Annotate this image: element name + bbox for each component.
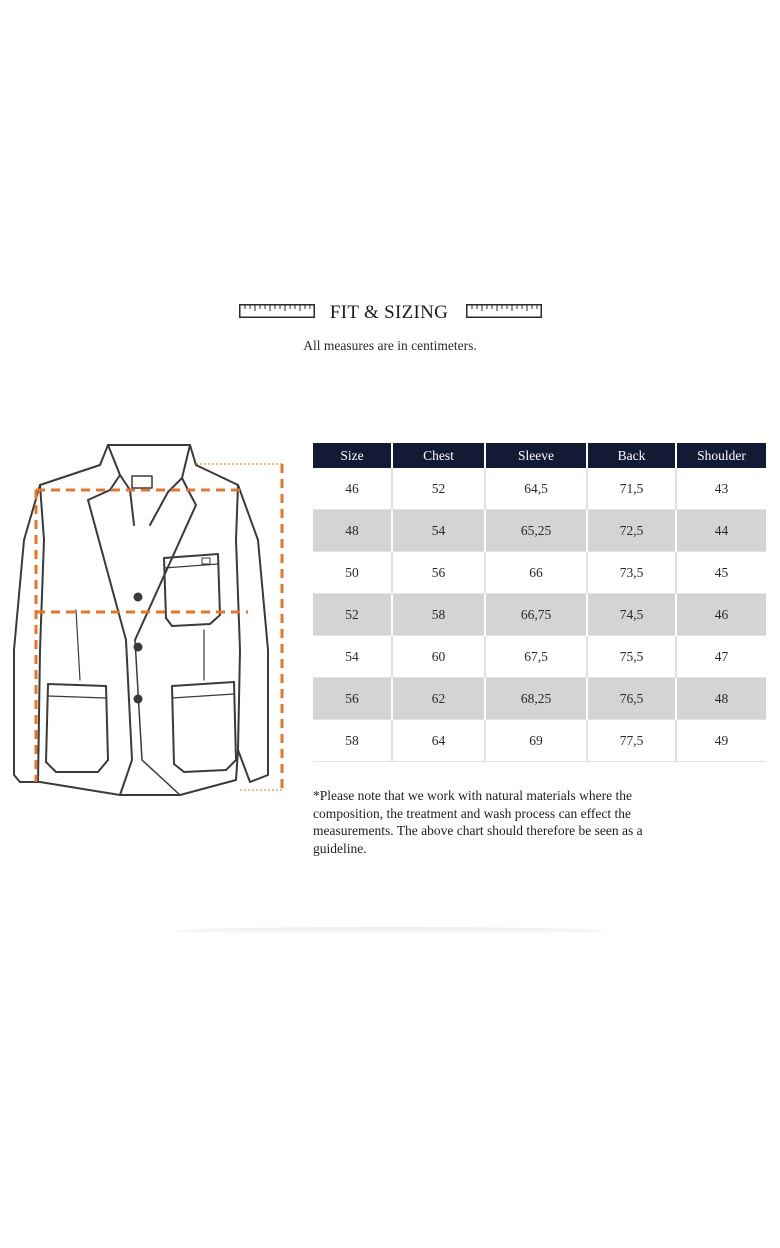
table-cell: 48 bbox=[676, 678, 766, 720]
column-header: Size bbox=[313, 443, 392, 468]
table-cell: 66 bbox=[485, 552, 587, 594]
table-cell: 75,5 bbox=[587, 636, 676, 678]
table-cell: 77,5 bbox=[587, 720, 676, 762]
table-cell: 72,5 bbox=[587, 510, 676, 552]
table-cell: 54 bbox=[313, 636, 392, 678]
table-cell: 47 bbox=[676, 636, 766, 678]
table-cell: 50 bbox=[313, 552, 392, 594]
ruler-icon bbox=[239, 304, 315, 318]
table-cell: 76,5 bbox=[587, 678, 676, 720]
table-row bbox=[313, 552, 766, 594]
table-cell: 66,75 bbox=[485, 594, 587, 636]
table-row bbox=[313, 510, 766, 552]
table-row bbox=[313, 720, 766, 762]
table-cell: 65,25 bbox=[485, 510, 587, 552]
table-cell: 74,5 bbox=[587, 594, 676, 636]
table-cell: 64,5 bbox=[485, 468, 587, 510]
table-row bbox=[313, 678, 766, 720]
units-subtitle: All measures are in centimeters. bbox=[303, 338, 477, 353]
table-cell: 48 bbox=[313, 510, 392, 552]
table-cell: 58 bbox=[392, 594, 485, 636]
size-table bbox=[313, 443, 766, 762]
table-cell: 46 bbox=[676, 594, 766, 636]
table-header-row bbox=[313, 443, 766, 468]
table-cell: 67,5 bbox=[485, 636, 587, 678]
page-title: FIT & SIZING bbox=[329, 302, 449, 323]
table-cell: 46 bbox=[313, 468, 392, 510]
table-row bbox=[313, 636, 766, 678]
table-cell: 49 bbox=[676, 720, 766, 762]
table-row bbox=[313, 468, 766, 510]
table-cell: 56 bbox=[313, 678, 392, 720]
table-cell: 68,25 bbox=[485, 678, 587, 720]
column-header: Sleeve bbox=[485, 443, 587, 468]
table-cell: 56 bbox=[392, 552, 485, 594]
divider-shadow bbox=[175, 927, 605, 935]
table-cell: 45 bbox=[676, 552, 766, 594]
table-cell: 52 bbox=[392, 468, 485, 510]
table-cell: 60 bbox=[392, 636, 485, 678]
table-cell: 73,5 bbox=[587, 552, 676, 594]
table-cell: 44 bbox=[676, 510, 766, 552]
jacket-sketch-image bbox=[0, 430, 300, 810]
table-cell: 43 bbox=[676, 468, 766, 510]
column-header: Chest bbox=[392, 443, 485, 468]
table-cell: 52 bbox=[313, 594, 392, 636]
table-cell: 62 bbox=[392, 678, 485, 720]
table-row bbox=[313, 594, 766, 636]
column-header: Shoulder bbox=[676, 443, 766, 468]
table-cell: 71,5 bbox=[587, 468, 676, 510]
table-cell: 69 bbox=[485, 720, 587, 762]
disclaimer-note: *Please note that we work with natural materials where the composition, the treatment and wash process can effect the measurements. The above chart should therefore be seen as a guideline. bbox=[313, 788, 643, 856]
table-cell: 58 bbox=[313, 720, 392, 762]
ruler-icon bbox=[466, 304, 542, 318]
column-header: Back bbox=[587, 443, 676, 468]
table-cell: 54 bbox=[392, 510, 485, 552]
fit-sizing-header bbox=[0, 296, 780, 330]
table-cell: 64 bbox=[392, 720, 485, 762]
